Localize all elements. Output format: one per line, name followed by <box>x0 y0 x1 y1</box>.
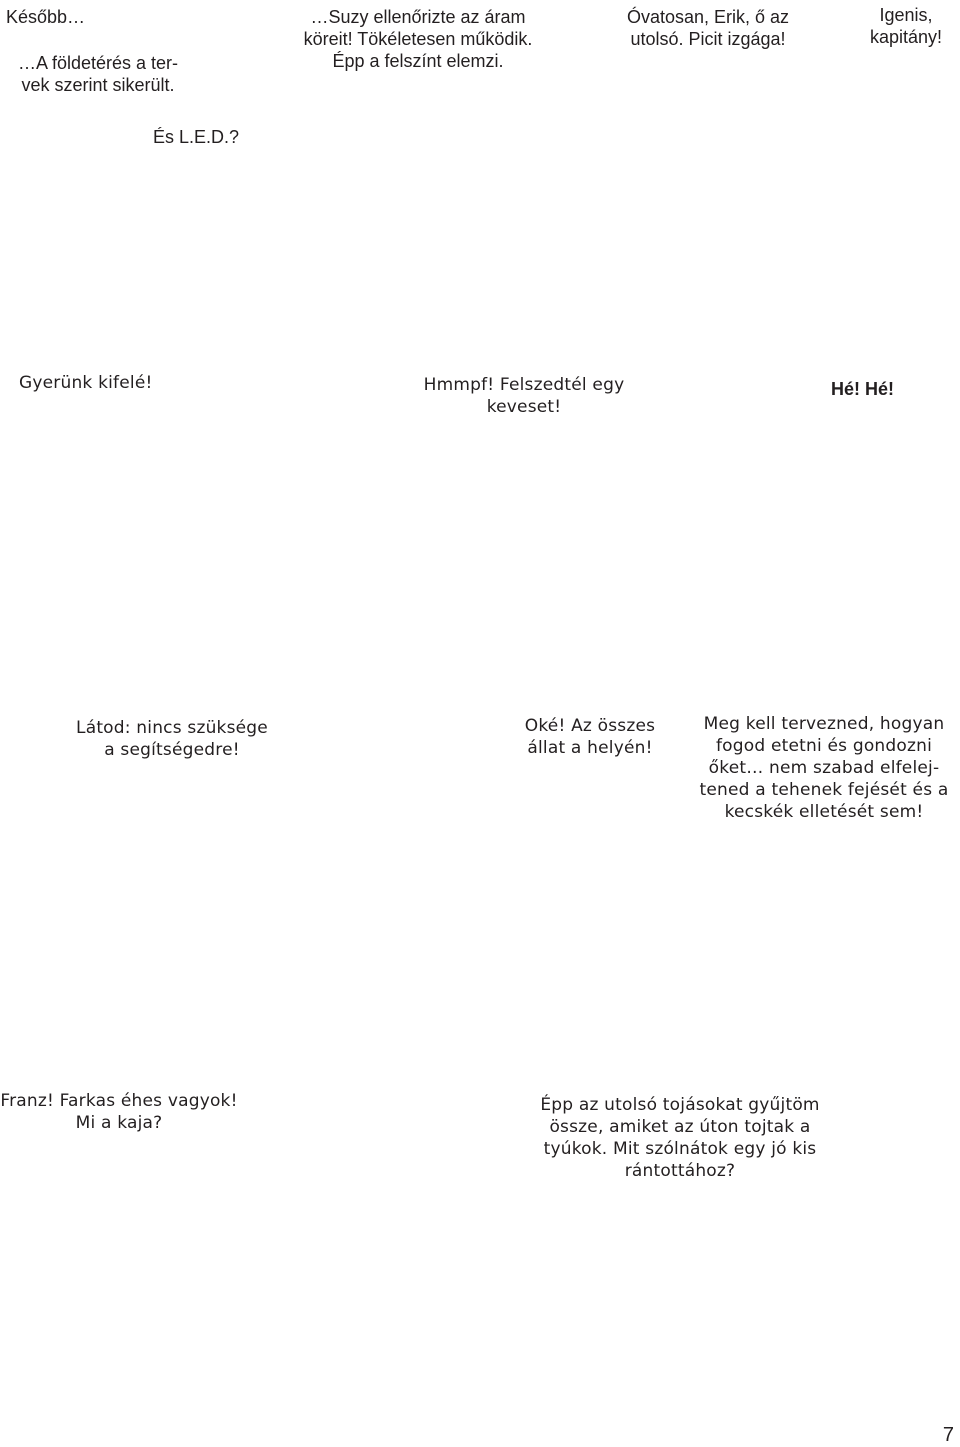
caption-kesobb: Később… <box>6 7 86 27</box>
caption-suzy: …Suzy ellenőrizte az áram köreit! Tökéletesen működik. Épp a felszínt elemzi. <box>303 7 533 71</box>
caption-franz: Franz! Farkas éhes vagyok! Mi a kaja? <box>0 1091 238 1133</box>
caption-latod: Látod: nincs szüksége a segítségedre! <box>76 718 268 760</box>
caption-hmmpf: Hmmpf! Felszedtél egy keveset! <box>423 375 625 417</box>
caption-ovatosan: Óvatosan, Erik, ő az utolsó. Picit izgága! <box>626 7 790 49</box>
caption-foldteres: …A földetérés a ter- vek szerint sikerült. <box>17 53 179 95</box>
page-number: 7 <box>942 1424 954 1446</box>
caption-epp-az: Épp az utolsó tojásokat gyűjtöm össze, amiket az úton tojtak a tyúkok. Mit szólnátok egy jó kis rántottához? <box>540 1095 820 1181</box>
caption-he-he: Hé! Hé! <box>831 379 895 399</box>
caption-meg-kell: Meg kell tervezned, hogyan fogod etetni és gondozni őket… nem szabad elfelej- tened a tehenek fejését és a kecskék elletését sem! <box>699 714 949 822</box>
caption-igenis: Igenis, kapitány! <box>869 5 943 47</box>
caption-es-led: És L.E.D.? <box>153 127 240 147</box>
caption-oke: Oké! Az összes állat a helyén! <box>524 716 656 758</box>
caption-gyerunk: Gyerünk kifelé! <box>19 373 153 393</box>
